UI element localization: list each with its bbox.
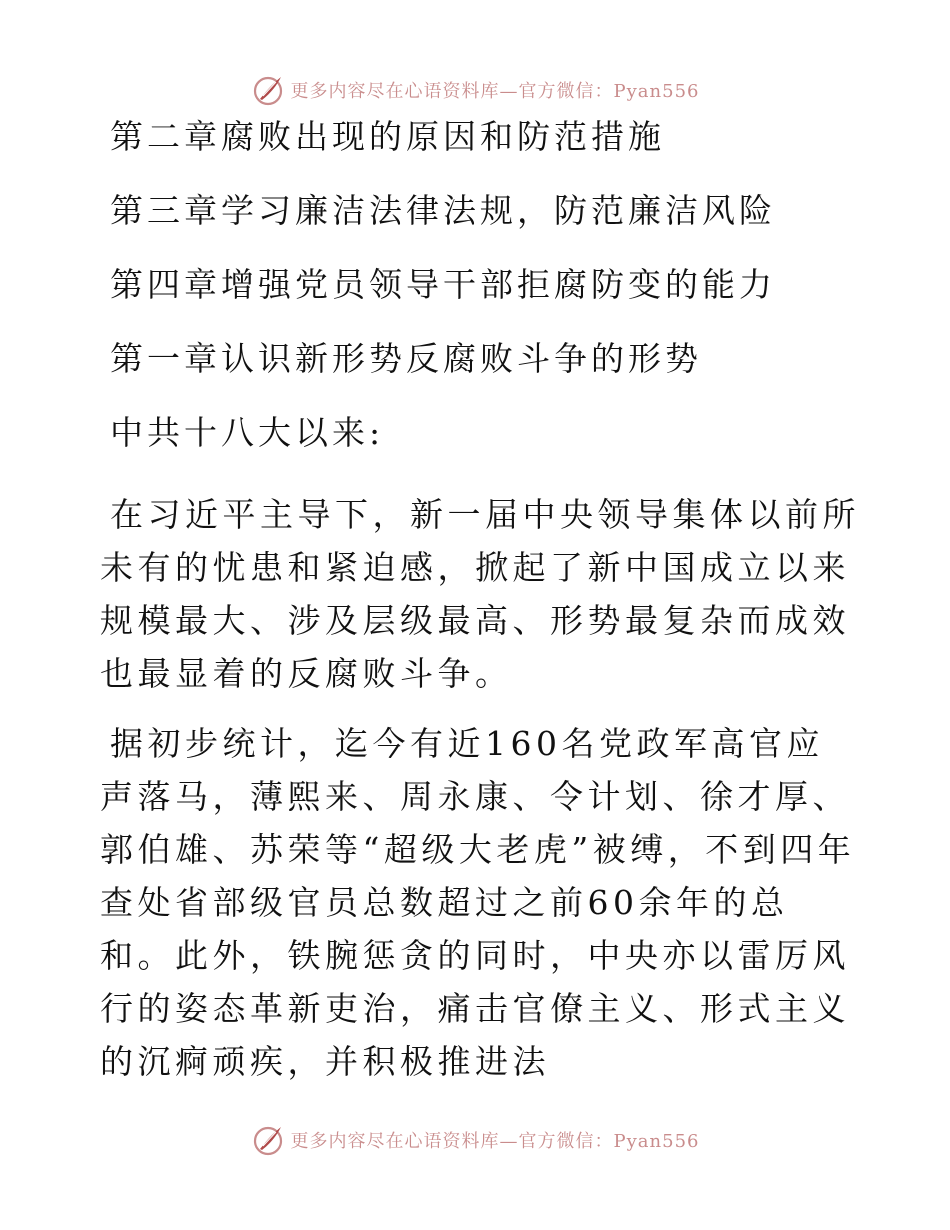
watermark-text: 更多内容尽在心语资料库—官方微信：Pyan556 (290, 81, 700, 102)
chapter-line-2: 第二章腐败出现的原因和防范措施 (110, 117, 665, 156)
paragraph-anti-corruption-campaign: 在习近平主导下，新一届中央领导集体以前所未有的忧患和紧迫感，掀起了新中国成立以来规模最大、涉及层级最高、形势最复杂而成效也最显着的反腐败斗争。 (100, 495, 860, 693)
document-body (100, 118, 860, 1105)
paragraph-statistics: 据初步统计，迄今有近160名党政军高官应声落马，薄熙来、周永康、令计划、徐才厚、郭伯雄、苏荣等“超级大老虎”被缚，不到四年查处省部级官员总数超过之前60余年的总和。此外，铁腕惩贪的同时，中央亦以雷厉风行的姿态革新吏治，痛击官僚主义、形式主义的沉痾顽疾，并积极推进法 (100, 724, 856, 1081)
header-watermark-banner (0, 70, 950, 110)
footer-watermark-banner (0, 1120, 950, 1160)
section-intro-line: 中共十八大以来: (110, 413, 385, 452)
feather-pen-logo-icon (251, 73, 285, 107)
feather-pen-logo-icon (251, 1123, 285, 1157)
chapter-line-1: 第一章认识新形势反腐败斗争的形势 (110, 339, 702, 378)
watermark-text: 更多内容尽在心语资料库—官方微信：Pyan556 (290, 1131, 700, 1152)
chapter-line-4: 第四章增强党员领导干部拒腐防变的能力 (110, 265, 776, 304)
chapter-line-3: 第三章学习廉洁法律法规，防范廉洁风险 (110, 191, 776, 230)
